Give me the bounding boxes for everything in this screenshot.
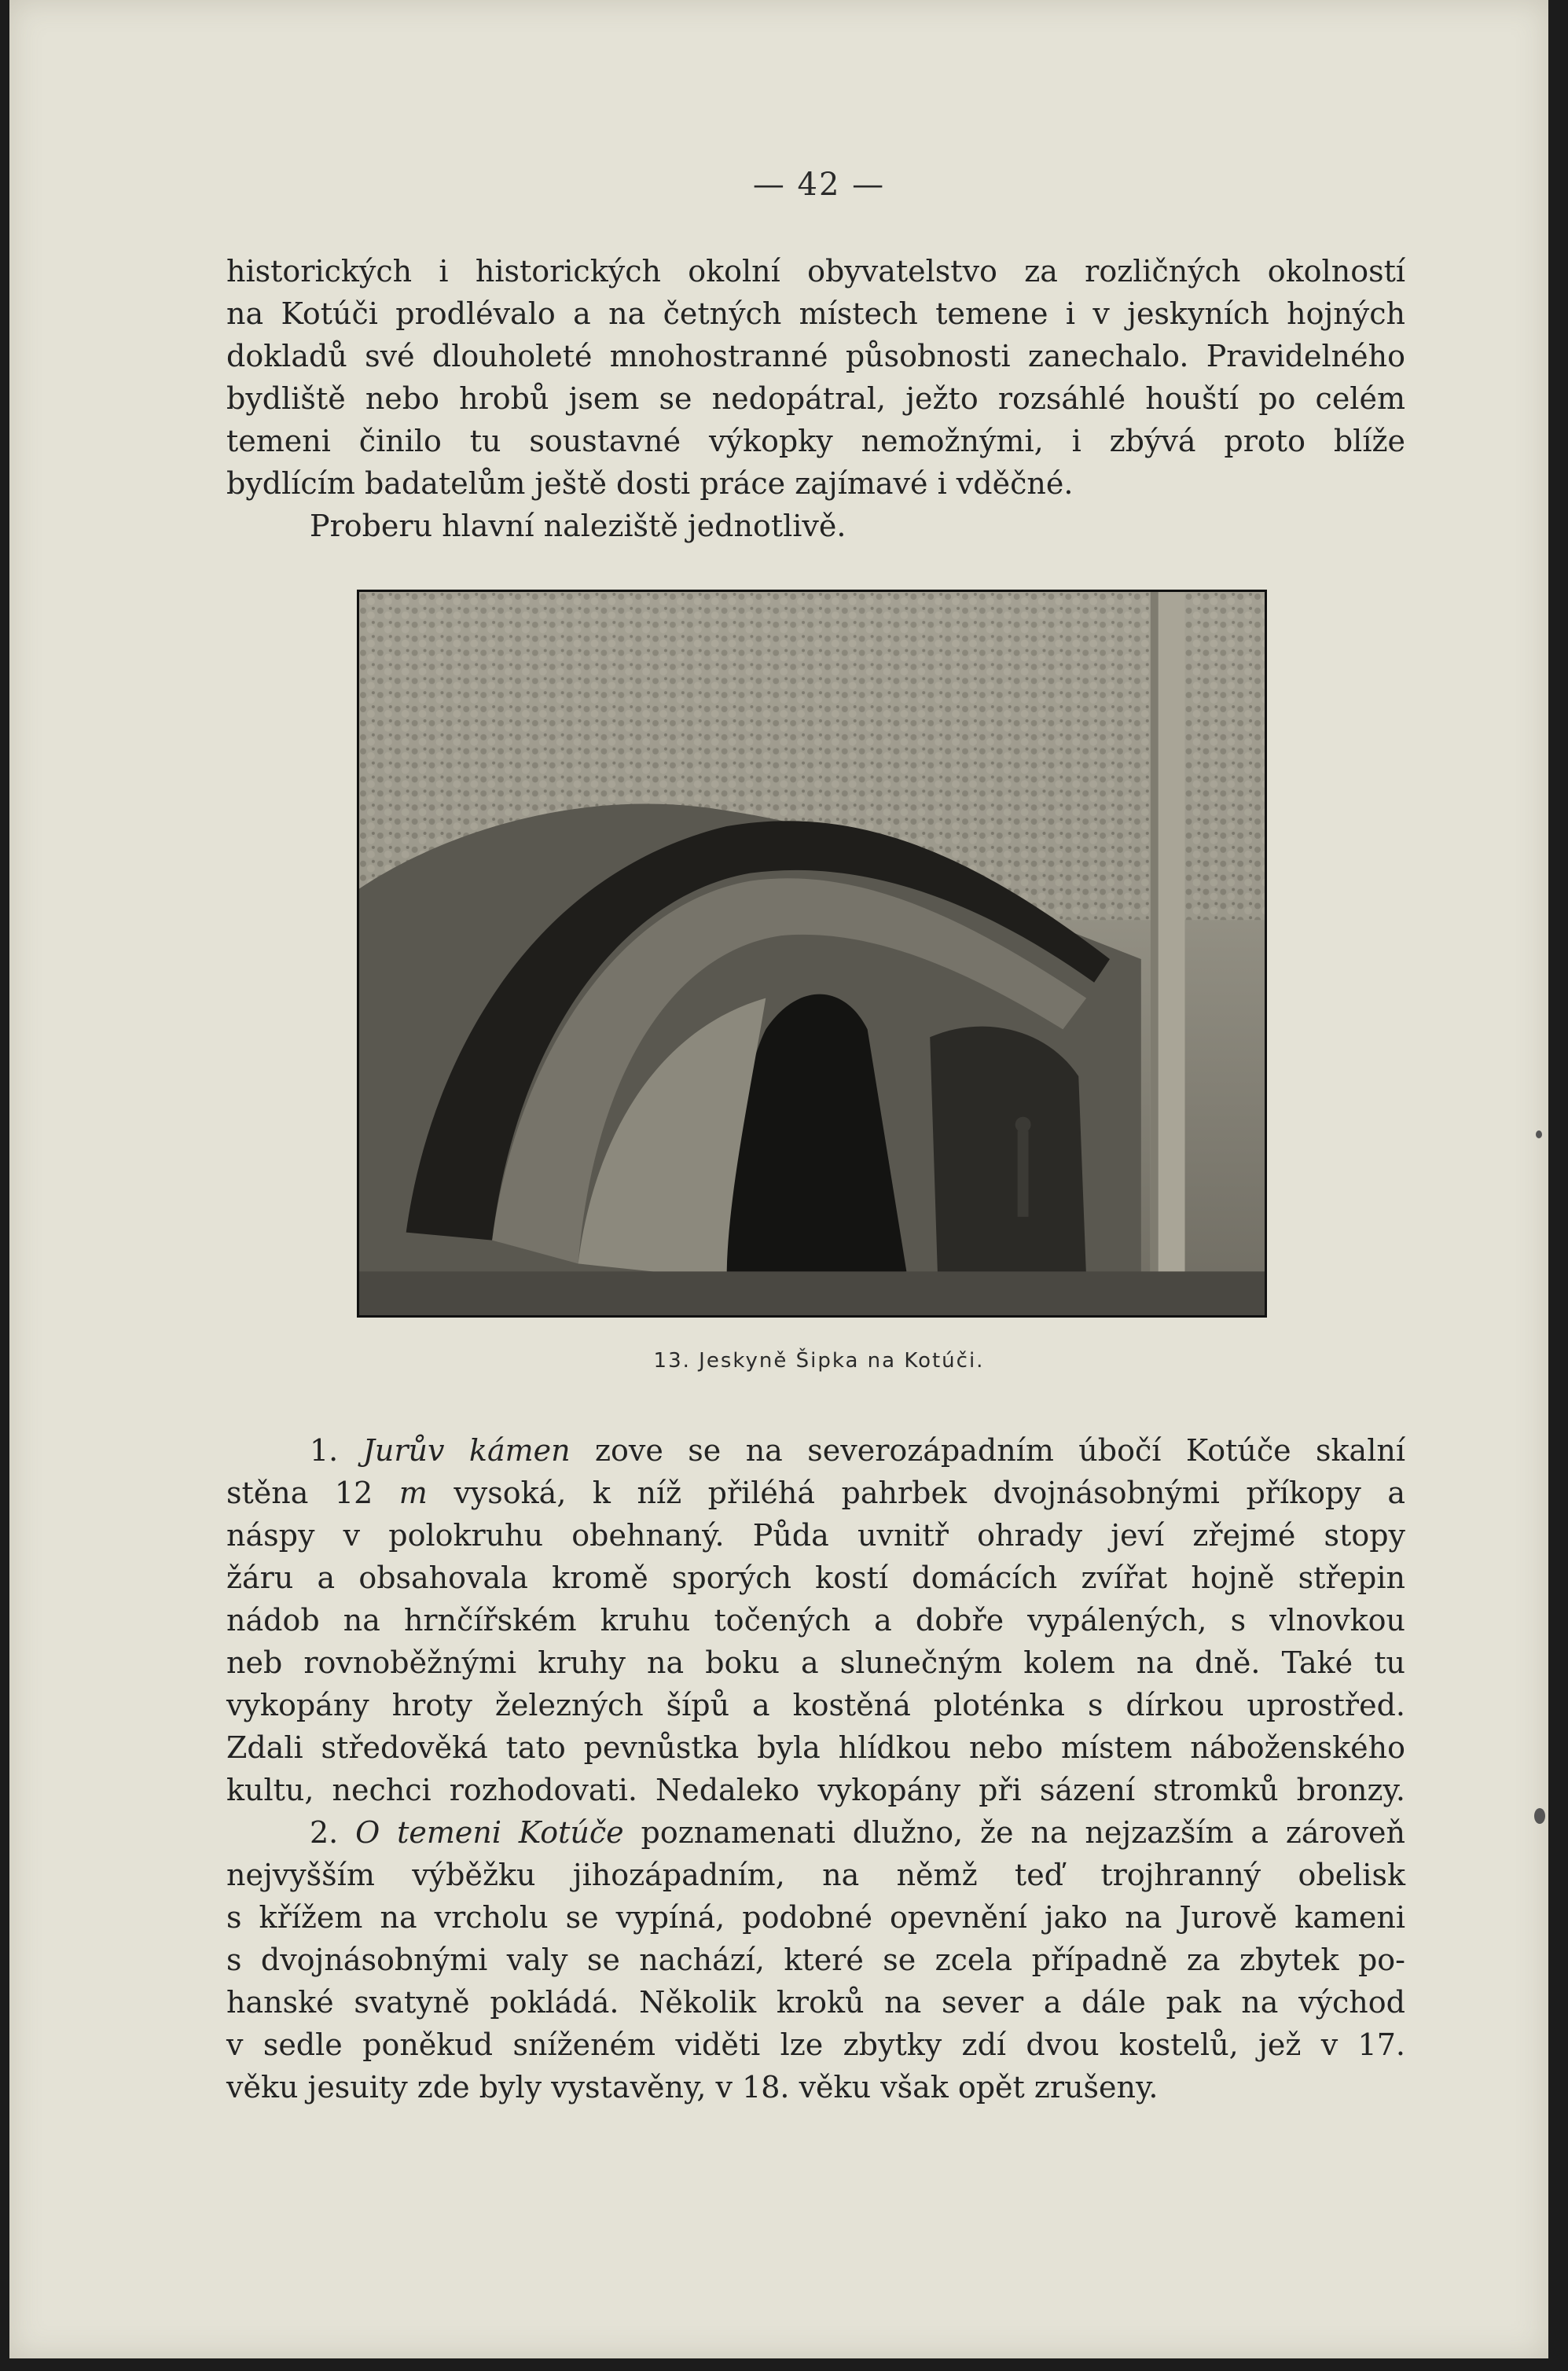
text-line: nejvyšším výběžku jihozápadním, na němž teď trojhranný obelisk bbox=[226, 1858, 1405, 1892]
page-number: — 42 — bbox=[752, 167, 886, 203]
scanned-page bbox=[9, 0, 1548, 2358]
cave-photograph bbox=[357, 590, 1267, 1318]
text-line: náspy v polokruhu obehnaný. Půda uvnitř ohrady jeví zřejmé stopy bbox=[226, 1518, 1405, 1553]
section-title: Jurův kámen bbox=[362, 1433, 571, 1468]
section-number: 2. bbox=[310, 1815, 339, 1850]
unit-abbreviation: m bbox=[398, 1476, 428, 1510]
figure-caption: 13. Jeskyně Šipka na Kotúči. bbox=[653, 1349, 985, 1373]
text-line: kultu, nechci rozhodovati. Nedaleko vykopány při sázení stromků bronzy. bbox=[226, 1773, 1405, 1807]
text-line: temeni činilo tu soustavné výkopky nemožnými, i zbývá proto blíže bbox=[226, 424, 1405, 458]
text-line: s dvojnásobnými valy se nachází, které se zcela případně za zbytek po- bbox=[226, 1943, 1405, 1977]
text-line bbox=[226, 1472, 1405, 1514]
text-line: bydlícím badatelům ještě dosti práce zajímavé i vděčné. bbox=[226, 466, 1074, 501]
text-line: Proberu hlavní naleziště jednotlivě. bbox=[310, 509, 846, 543]
section-title: O temeni Kotúče bbox=[355, 1815, 624, 1850]
section-2-first-line bbox=[226, 1811, 1405, 1854]
text-line: Zdali středověká tato pevnůstka byla hlídkou nebo místem náboženského bbox=[226, 1730, 1405, 1765]
text-line: vykopány hroty železných šípů a kostěná ploténka s dírkou uprostřed. bbox=[226, 1688, 1405, 1722]
scan-speck bbox=[1534, 1808, 1545, 1824]
text-fragment: vysoká, k níž přiléhá pahrbek dvojnásobnými příkopy a bbox=[454, 1476, 1405, 1510]
main-paragraphs bbox=[226, 1429, 1405, 2108]
section-text: zove se na severozápadním úbočí Kotúče skalní bbox=[595, 1433, 1405, 1468]
intro-paragraph bbox=[226, 250, 1405, 547]
text-line: v sedle poněkud sníženém viděti lze zbytky zdí dvou kostelů, jež v 17. bbox=[226, 2027, 1405, 2062]
text-line: historických i historických okolní obyvatelstvo za rozličných okolností bbox=[226, 254, 1405, 289]
text-line: bydliště nebo hrobů jsem se nedopátral, ježto rozsáhlé houští po celém bbox=[226, 381, 1405, 416]
text-line: s křížem na vrcholu se vypíná, podobné opevnění jako na Jurově kameni bbox=[226, 1900, 1405, 1935]
cave-photo-illustration bbox=[359, 592, 1265, 1315]
text-line: nádob na hrnčířském kruhu točených a dobře vypálených, s vlnovkou bbox=[226, 1603, 1405, 1638]
text-line: věku jesuity zde byly vystavěny, v 18. věku však opět zrušeny. bbox=[226, 2070, 1159, 2104]
section-number: 1. bbox=[310, 1433, 339, 1468]
text-fragment: stěna 12 bbox=[226, 1476, 373, 1510]
text-line: neb rovnoběžnými kruhy na boku a slunečným kolem na dně. Také tu bbox=[226, 1645, 1405, 1680]
text-line: hanské svatyně pokládá. Několik kroků na sever a dále pak na východ bbox=[226, 1985, 1405, 2020]
text-line: dokladů své dlouholeté mnohostranné působnosti zanechalo. Pravidelného bbox=[226, 339, 1405, 373]
text-line: žáru a obsahovala kromě sporých kostí domácích zvířat hojně střepin bbox=[226, 1560, 1405, 1595]
text-line: na Kotúči prodlévalo a na četných místech temene i v jeskyních hojných bbox=[226, 296, 1405, 331]
section-text: poznamenati dlužno, že na nejzazším a zároveň bbox=[641, 1815, 1406, 1850]
scan-speck bbox=[1536, 1130, 1542, 1138]
section-1-first-line bbox=[226, 1429, 1405, 1472]
